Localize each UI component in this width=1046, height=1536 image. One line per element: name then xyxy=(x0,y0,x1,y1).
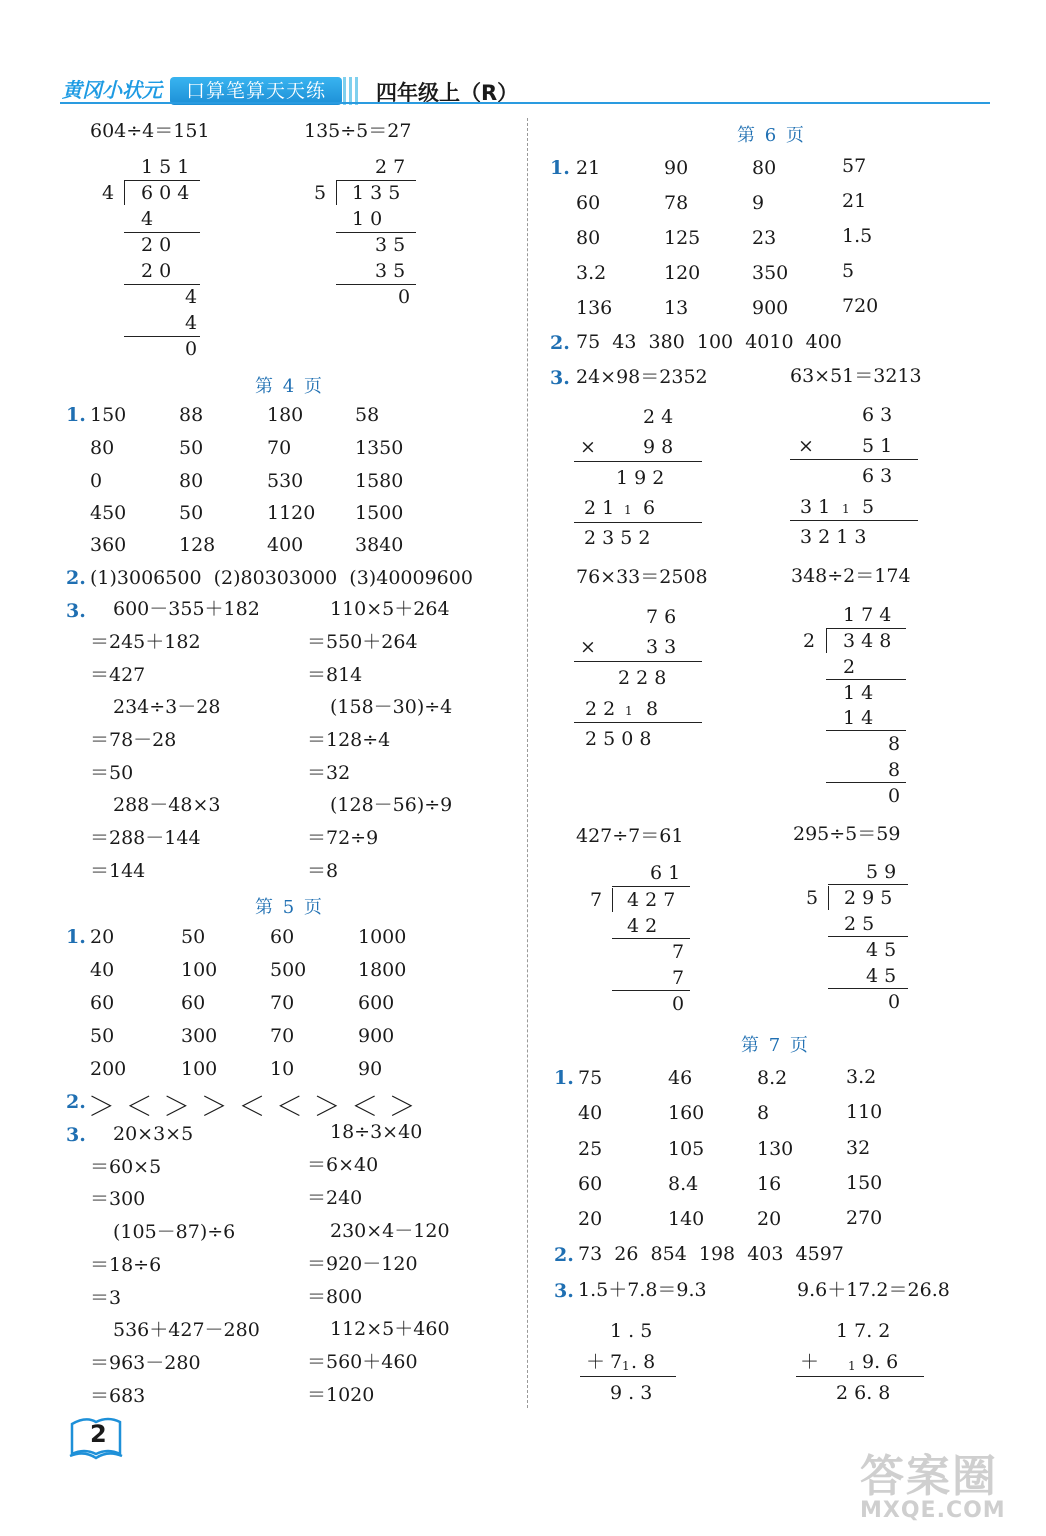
step: 0 xyxy=(888,785,901,807)
step: 2 0 xyxy=(141,234,172,256)
quotient: 6 1 xyxy=(650,862,681,884)
column-divider xyxy=(527,118,528,1408)
step: 2 xyxy=(843,656,856,678)
equation: 348÷2＝174 xyxy=(791,565,911,587)
expression: (105－87)÷6 xyxy=(113,1221,236,1243)
multiplier: 9 8 xyxy=(643,436,674,458)
expression: ＝1020 xyxy=(307,1384,375,1406)
answer: 20 xyxy=(757,1208,782,1230)
answer: 0 xyxy=(90,470,103,492)
product: 2 3 5 2 xyxy=(584,527,651,549)
grade-label: 四年级上（R） xyxy=(376,81,519,105)
watermark-url: MXQE.COM xyxy=(860,1498,1006,1523)
answer: 9 xyxy=(752,192,765,214)
page-number: 2 xyxy=(90,1420,107,1448)
expression: ＝245＋182 xyxy=(90,631,201,653)
question-number: 2. xyxy=(554,1244,574,1266)
answer: 73 26 854 198 403 4597 xyxy=(578,1243,844,1265)
expression: ＝6×40 xyxy=(307,1154,379,1176)
answer: 500 xyxy=(270,959,307,981)
multiplicand: 7 6 xyxy=(646,606,677,628)
times-sign: × xyxy=(798,435,814,457)
answer: 60 xyxy=(90,992,115,1014)
step: 7 xyxy=(672,967,685,989)
carry-digit: 1 xyxy=(848,1359,856,1373)
step: 2 5 xyxy=(844,913,875,935)
question-number: 1. xyxy=(550,157,570,179)
answer: 120 xyxy=(664,262,701,284)
quotient: 5 9 xyxy=(866,861,897,883)
dividend: 4 2 7 xyxy=(627,889,676,911)
divisor: 5 xyxy=(314,182,327,204)
multiplier: 3 3 xyxy=(646,636,677,658)
answer: 25 xyxy=(578,1138,603,1160)
multiplicand: 2 4 xyxy=(643,406,674,428)
answer: 1500 xyxy=(355,502,404,524)
expression: 20×3×5 xyxy=(113,1123,194,1145)
answer: 78 xyxy=(664,192,689,214)
expression: 536＋427－280 xyxy=(113,1319,260,1341)
answer: 1580 xyxy=(355,470,404,492)
answer: 60 xyxy=(576,192,601,214)
answer: 21 xyxy=(842,190,867,212)
addend: 1 . 5 xyxy=(610,1320,653,1342)
expression: ＝240 xyxy=(307,1187,363,1209)
answer: 3.2 xyxy=(576,262,607,284)
section-title-p4: 第 4 页 xyxy=(255,376,324,397)
equation: 135÷5＝27 xyxy=(304,120,412,142)
series-title: 口算笔算天天练 xyxy=(185,80,326,102)
equation: 1.5＋7.8＝9.3 xyxy=(578,1279,707,1301)
step: 4 xyxy=(185,286,198,308)
question-number: 1. xyxy=(66,926,86,948)
step: 4 5 xyxy=(866,965,897,987)
answer: 90 xyxy=(664,157,689,179)
answer: 40 xyxy=(578,1102,603,1124)
answer: 530 xyxy=(267,470,304,492)
expression: 230×4－120 xyxy=(330,1220,450,1242)
answer: 720 xyxy=(842,295,879,317)
answer: 20 xyxy=(90,926,115,948)
section-title-p7: 第 7 页 xyxy=(741,1035,810,1056)
partial-product: 2 1 xyxy=(584,497,615,519)
expression: ＝560＋460 xyxy=(307,1351,418,1373)
answer: 125 xyxy=(664,227,701,249)
expression: ＝683 xyxy=(90,1385,146,1407)
answer: 270 xyxy=(846,1207,883,1229)
expression: ＝800 xyxy=(307,1286,363,1308)
comparison-answers: ＞ ＜ ＞ ＞ ＜ ＜ ＞ ＜ ＞ xyxy=(88,1092,417,1123)
equation: 9.6＋17.2＝26.8 xyxy=(797,1279,950,1301)
answer: 1000 xyxy=(358,926,407,948)
expression: ＝427 xyxy=(90,664,146,686)
answer: 600 xyxy=(358,992,395,1014)
answer: 1.5 xyxy=(842,225,873,247)
expression: ＝60×5 xyxy=(90,1156,162,1178)
answer: 75 xyxy=(578,1067,603,1089)
answer: 70 xyxy=(267,437,292,459)
series-banner xyxy=(170,77,342,105)
step: 4 2 xyxy=(627,915,658,937)
expression: ＝128÷4 xyxy=(307,729,391,751)
section-title-p6: 第 6 页 xyxy=(737,125,806,146)
equation: 24×98＝2352 xyxy=(576,366,708,388)
expression: 288－48×3 xyxy=(113,794,221,816)
answer: 150 xyxy=(846,1172,883,1194)
answer: 150 xyxy=(90,404,127,426)
answer: 8.2 xyxy=(757,1067,788,1089)
watermark-text: 答案圈 xyxy=(860,1451,998,1502)
partial-product: 1 9 2 xyxy=(616,467,665,489)
question-number: 3. xyxy=(66,1124,86,1146)
answer: 50 xyxy=(179,502,204,524)
equation: 295÷5＝59 xyxy=(793,823,901,845)
answer: 58 xyxy=(355,404,380,426)
plus-sign: ＋ xyxy=(586,1351,606,1373)
answer: 160 xyxy=(668,1102,705,1124)
expression: ＝920－120 xyxy=(307,1253,418,1275)
expression: ＝288－144 xyxy=(90,827,201,849)
answer: 46 xyxy=(668,1067,693,1089)
carry-digit: 1 xyxy=(842,502,850,516)
quotient: 2 7 xyxy=(375,156,406,178)
carry-digit: 1 xyxy=(624,503,632,517)
answer: 40 xyxy=(90,959,115,981)
carry-digit: 1 xyxy=(622,1359,630,1373)
expression: ＝963－280 xyxy=(90,1352,201,1374)
expression: ＝78－28 xyxy=(90,729,177,751)
sum: 9 . 3 xyxy=(610,1382,653,1404)
answer: 130 xyxy=(757,1138,794,1160)
expression: ＝8 xyxy=(307,860,339,882)
answer: 3.2 xyxy=(846,1066,877,1088)
answer: 1800 xyxy=(358,959,407,981)
answer: 21 xyxy=(576,157,601,179)
expression: ＝72÷9 xyxy=(307,827,379,849)
expression: 234÷3－28 xyxy=(113,696,221,718)
answer: 50 xyxy=(181,926,206,948)
answer: 100 xyxy=(181,1058,218,1080)
watermark xyxy=(860,1440,1006,1523)
question-number: 2. xyxy=(550,332,570,354)
step: 8 xyxy=(888,759,901,781)
answer: 8.4 xyxy=(668,1173,699,1195)
answer: 360 xyxy=(90,534,127,556)
step: 8 xyxy=(888,733,901,755)
answer: 80 xyxy=(576,227,601,249)
answer: 128 xyxy=(179,534,216,556)
answer: 105 xyxy=(668,1138,705,1160)
answer: 70 xyxy=(270,992,295,1014)
question-number: 2. xyxy=(66,567,86,589)
expression: 600－355＋182 xyxy=(113,598,260,620)
step: 0 xyxy=(888,991,901,1013)
answer: (1)3006500 (2)80303000 (3)40009600 xyxy=(90,567,473,589)
step: 2 0 xyxy=(141,260,172,282)
answer: 136 xyxy=(576,297,613,319)
brand-logo: 黄冈小状元 xyxy=(62,78,162,102)
answer: 60 xyxy=(181,992,206,1014)
carry-digit: 1 xyxy=(625,704,633,718)
answer: 8 xyxy=(757,1102,770,1124)
plus-sign: ＋ xyxy=(800,1351,820,1373)
question-number: 3. xyxy=(66,600,86,622)
answer: 70 xyxy=(270,1025,295,1047)
answer: 110 xyxy=(846,1101,883,1123)
answer: 60 xyxy=(578,1173,603,1195)
sum: 2 6. 8 xyxy=(836,1382,891,1404)
answer: 20 xyxy=(578,1208,603,1230)
header-rule xyxy=(60,102,990,104)
answer: 1350 xyxy=(355,437,404,459)
expression: ＝550＋264 xyxy=(307,631,418,653)
answer: 32 xyxy=(846,1137,871,1159)
answer: 75 43 380 100 4010 400 xyxy=(576,331,842,353)
divisor: 5 xyxy=(806,887,819,909)
answer: 10 xyxy=(270,1058,295,1080)
step: 1 4 xyxy=(843,707,874,729)
step: 4 xyxy=(141,208,154,230)
dividend: 1 3 5 xyxy=(352,182,401,204)
answer: 900 xyxy=(752,297,789,319)
partial-product: 3 1 xyxy=(800,496,831,518)
expression: ＝32 xyxy=(307,762,351,784)
expression: (128－56)÷9 xyxy=(330,794,453,816)
expression: ＝814 xyxy=(307,664,363,686)
expression: ＝50 xyxy=(90,762,134,784)
dividend: 3 4 8 xyxy=(843,630,892,652)
addend: 7 xyxy=(610,1351,623,1373)
answer: 450 xyxy=(90,502,127,524)
answer: 1120 xyxy=(267,502,316,524)
expression: 18÷3×40 xyxy=(330,1121,423,1143)
expression: 112×5＋460 xyxy=(330,1318,450,1340)
answer: 57 xyxy=(842,155,867,177)
partial-product: 2 2 xyxy=(585,698,616,720)
answer: 60 xyxy=(270,926,295,948)
step: 4 xyxy=(185,312,198,334)
answer: 16 xyxy=(757,1173,782,1195)
partial-product: 2 2 8 xyxy=(618,667,667,689)
partial-product: 5 xyxy=(862,496,875,518)
equation: 76×33＝2508 xyxy=(576,566,708,588)
quotient: 1 7 4 xyxy=(843,604,892,626)
answer: 88 xyxy=(179,404,204,426)
section-title-p5: 第 5 页 xyxy=(255,897,324,918)
dividend: 2 9 5 xyxy=(844,887,893,909)
addend: 9. 6 xyxy=(862,1351,899,1373)
partial-product: 6 xyxy=(643,497,656,519)
answer: 140 xyxy=(668,1208,705,1230)
equation: 604÷4＝151 xyxy=(90,120,210,142)
answer: 13 xyxy=(664,297,689,319)
question-number: 3. xyxy=(550,367,570,389)
dividend: 6 0 4 xyxy=(141,182,190,204)
answer: 80 xyxy=(179,470,204,492)
addend: 1 7. 2 xyxy=(836,1320,891,1342)
expression: ＝18÷6 xyxy=(90,1254,162,1276)
step: 1 0 xyxy=(352,208,383,230)
step: 0 xyxy=(672,993,685,1015)
answer: 80 xyxy=(752,157,777,179)
answer: 3840 xyxy=(355,534,404,556)
times-sign: × xyxy=(580,436,596,458)
question-number: 2. xyxy=(66,1091,86,1113)
expression: ＝300 xyxy=(90,1188,146,1210)
answer: 400 xyxy=(267,534,304,556)
answer: 900 xyxy=(358,1025,395,1047)
answer: 350 xyxy=(752,262,789,284)
answer: 23 xyxy=(752,227,777,249)
question-number: 1. xyxy=(554,1067,574,1089)
step: 4 5 xyxy=(866,939,897,961)
step: 0 xyxy=(398,286,411,308)
expression: (158－30)÷4 xyxy=(330,696,453,718)
expression: ＝144 xyxy=(90,860,146,882)
equation: 63×51＝3213 xyxy=(790,365,922,387)
question-number: 1. xyxy=(66,404,86,426)
times-sign: × xyxy=(580,636,596,658)
step: 3 5 xyxy=(375,234,406,256)
addend: . 8 xyxy=(631,1351,656,1373)
banner-decoration xyxy=(343,77,359,105)
quotient: 1 5 1 xyxy=(141,156,190,178)
partial-product: 8 xyxy=(646,698,659,720)
page-number-badge xyxy=(66,1414,124,1462)
step: 1 4 xyxy=(843,682,874,704)
answer: 5 xyxy=(842,260,855,282)
answer: 100 xyxy=(181,959,218,981)
multiplier: 5 1 xyxy=(862,435,893,457)
product: 3 2 1 3 xyxy=(800,526,867,548)
divisor: 7 xyxy=(590,889,603,911)
answer: 90 xyxy=(358,1058,383,1080)
expression: 110×5＋264 xyxy=(330,598,450,620)
answer: 200 xyxy=(90,1058,127,1080)
product: 2 5 0 8 xyxy=(585,728,652,750)
answer: 180 xyxy=(267,404,304,426)
step: 7 xyxy=(672,941,685,963)
divisor: 4 xyxy=(102,182,115,204)
divisor: 2 xyxy=(803,630,816,652)
multiplicand: 6 3 xyxy=(862,404,893,426)
step: 3 5 xyxy=(375,260,406,282)
answer: 50 xyxy=(90,1025,115,1047)
partial-product: 6 3 xyxy=(862,465,893,487)
step: 0 xyxy=(185,338,198,360)
answer: 300 xyxy=(181,1025,218,1047)
equation: 427÷7＝61 xyxy=(576,825,684,847)
answer: 50 xyxy=(179,437,204,459)
answer: 80 xyxy=(90,437,115,459)
question-number: 3. xyxy=(554,1280,574,1302)
expression: ＝3 xyxy=(90,1287,122,1309)
